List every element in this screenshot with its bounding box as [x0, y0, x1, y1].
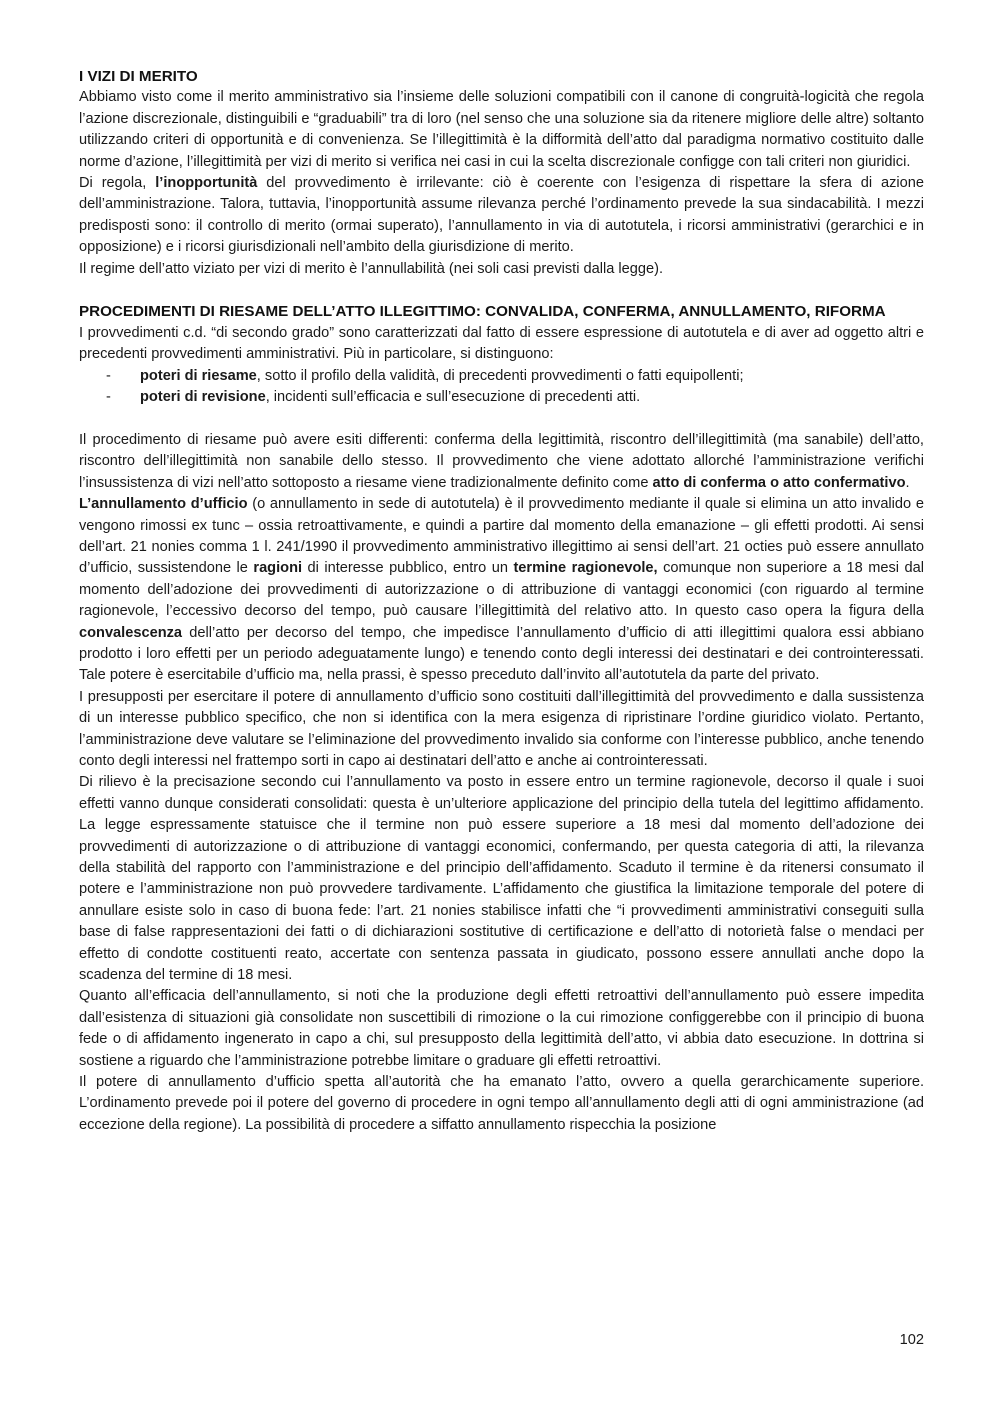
bold-term: ragioni — [253, 560, 303, 577]
paragraph: Il potere di annullamento d’ufficio spetta all’autorità che ha emanato l’atto, ovvero a quella gerarchicamente superiore. L’ordinamento prevede poi il potere del governo di procedere in ogni tempo all’annullamento degli atti di ogni amministrazione (ad eccezione della regione). La possibilità di procedere a siffatto annullamento rispecchia la posizione — [79, 1074, 924, 1133]
dash-list — [79, 366, 924, 409]
bold-term: poteri di riesame — [140, 367, 257, 384]
section-title-procedimenti-di-riesame: PROCEDIMENTI DI RIESAME DELL’ATTO ILLEGITTIMO: CONVALIDA, CONFERMA, ANNULLAMENTO, RIFORMA — [79, 303, 886, 321]
paragraph: Quanto all’efficacia dell’annullamento, si noti che la produzione degli effetti retroattivi dell’annullamento può essere impedita dall’esistenza di situazioni già consolidate non suscettibili di rimozione o la cui rimozione configgerebbe con il principio di buona fede o di affidamento ingenerato in capo a chi, sul presupposto della legittimità dell’atto, vi abbia dato esecuzione. In dottrina si sostiene a riguardo che l’amministrazione potrebbe limitare o graduare gli effetti retroattivi. — [79, 988, 924, 1069]
list-item: - poteri di revisione, incidenti sull’efficacia e sull’esecuzione di precedenti atti. — [79, 387, 924, 408]
paragraph: Abbiamo visto come il merito amministrativo sia l’insieme delle soluzioni compatibili con il canone di congruità-logicità che regola l’azione discrezionale, distinguibili e “graduabili” tra di loro (nel senso che una soluzione sia da ritenere migliore delle altre) soltanto utilizzando criteri di opportunità e di convenienza. Se l’illegittimità è la difformità dell’atto dal paradigma normativo costituito dalle norme d’azione, l’illegittimità per vizi di merito si verifica nei casi in cui la scelta discrezionale configge con tali criteri non giuridici. — [79, 89, 924, 170]
bold-term: convalescenza — [79, 624, 183, 641]
paragraph: I presupposti per esercitare il potere di annullamento d’ufficio sono costituiti dall’illegittimità del provvedimento e dalla sussistenza di un interesse pubblico specifico, che non si identifica con la mera esigenza di ripristinare l’ordine giuridico violato. Pertanto, l’amministrazione deve valutare se l’eliminazione del provvedimento invalido sia conforme con l’interesse pubblico, anche tenendo conto degli interessi nel frattempo sorti in capo ai destinatari dell’atto e anche ai controinteressati. — [79, 688, 924, 769]
document-page — [79, 66, 924, 1136]
section-title-vizi-di-merito: I VIZI DI MERITO — [79, 68, 198, 85]
paragraph: Il procedimento di riesame può avere esiti differenti: conferma della legittimità, riscontro dell’illegittimità (ma sanabile) dell’atto, riscontro dell’illegittimità non sanabile dello stesso. Il provvedimento che viene adottato allorché l’amministrazione verifichi l’insussistenza di vizi nell’atto sottoposto a riesame viene tradizionalmente definito come atto di conferma o atto confermativo. — [79, 431, 924, 491]
paragraph: I provvedimenti c.d. “di secondo grado” sono caratterizzati dal fatto di essere espressione di autotutela e di aver ad oggetto altri e precedenti provvedimenti amministrativi. Più in particolare, si distinguono: — [79, 324, 924, 363]
bold-term: termine ragionevole, — [513, 560, 658, 577]
bold-term: atto di conferma o atto confermativo — [652, 474, 906, 491]
paragraph: L’annullamento d’ufficio (o annullamento in sede di autotutela) è il provvedimento mediante il quale si elimina un atto invalido e vengono rimossi ex tunc – ossia retroattivamente, e quindi a partire dal momento della emanazione – gli effetti prodotti. Ai sensi dell’art. 21 nonies comma 1 l. 241/1990 il provvedimento amministrativo illegittimo ai sensi dell’art. 21 octies può essere annullato d’ufficio, sussistendone le ragioni di interesse pubblico, entro un termine ragionevole, comunque non superiore a 18 mesi dal momento dell’adozione dei provvedimenti di autorizzazione o di attribuzione di vantaggi economici (con riguardo al termine ragionevole, l’eccessivo decorso del tempo, può causare l’illegittimità del relativo atto. In questo caso opera la figura della convalescenza dell’atto per decorso del tempo, che impedisce l’annullamento d’ufficio di atti illegittimi qualora essi abbiano prodotto i loro effetti per un periodo adeguatamente lungo) e tenendo conto degli interessi dei destinatari e dei controinteressati. Tale potere è esercitabile d’ufficio ma, nella prassi, è spesso preceduto dall’invito all’autotutela da parte del privato. — [79, 496, 924, 684]
paragraph: Di rilievo è la precisazione secondo cui l’annullamento va posto in essere entro un termine ragionevole, decorso il quale i suoi effetti vanno dunque considerati consolidati: questa è un’ulteriore applicazione del principio della tutela del legittimo affidamento. La legge espressamente statuisce che il termine non può essere superiore a 18 mesi dal momento dell’adozione dei provvedimenti di autorizzazione o di attribuzione di vantaggi economici, confermando, per questa categoria di atti, la rilevanza della stabilità del rapporto con l’amministrazione e del principio dell’affidamento. Scaduto il termine è da ritenersi consumato il potere e l’amministrazione non può provvedere tardivamente. L’affidamento che giustifica la limitazione temporale del potere di annullare esiste solo in caso di buona fede: l’art. 21 nonies stabilisce infatti che “i provvedimenti amministrativi conseguiti sulla base di false rappresentazioni dei fatti o di dichiarazioni sostitutive di certificazione e dell’atto di notorietà false o mendaci per effetto di condotte costituenti reato, accertate con sentenza passata in giudicato, possono essere annullati anche dopo la scadenza del termine di 18 mesi. — [79, 774, 924, 984]
bold-term: L’annullamento d’ufficio — [79, 496, 248, 513]
bold-term: l’inopportunità — [155, 175, 258, 192]
spacer — [79, 408, 924, 429]
paragraph: Il regime dell’atto viziato per vizi di merito è l’annullabilità (nei soli casi previsti dalla legge). — [79, 260, 664, 277]
spacer — [79, 280, 924, 301]
paragraph: Di regola, l’inopportunità del provvedimento è irrilevante: ciò è coerente con l’esigenza di rispettare la sfera di azione dell’amministrazione. Talora, tuttavia, l’inopportunità assume rilevanza perché l’ordinamento prevede la sua sindacabilità. I mezzi predisposti sono: il controllo di merito (ormai superato), l’annullamento in via di autotutela, i ricorsi amministrativi (gerarchici e in opposizione) e i ricorsi giurisdizionali nell’ambito della giurisdizione di merito. — [79, 175, 925, 256]
list-item: - poteri di riesame, sotto il profilo della validità, di precedenti provvedimenti o fatti equipollenti; — [79, 366, 924, 387]
bold-term: poteri di revisione — [140, 389, 266, 406]
page-number: 102 — [899, 1332, 924, 1348]
